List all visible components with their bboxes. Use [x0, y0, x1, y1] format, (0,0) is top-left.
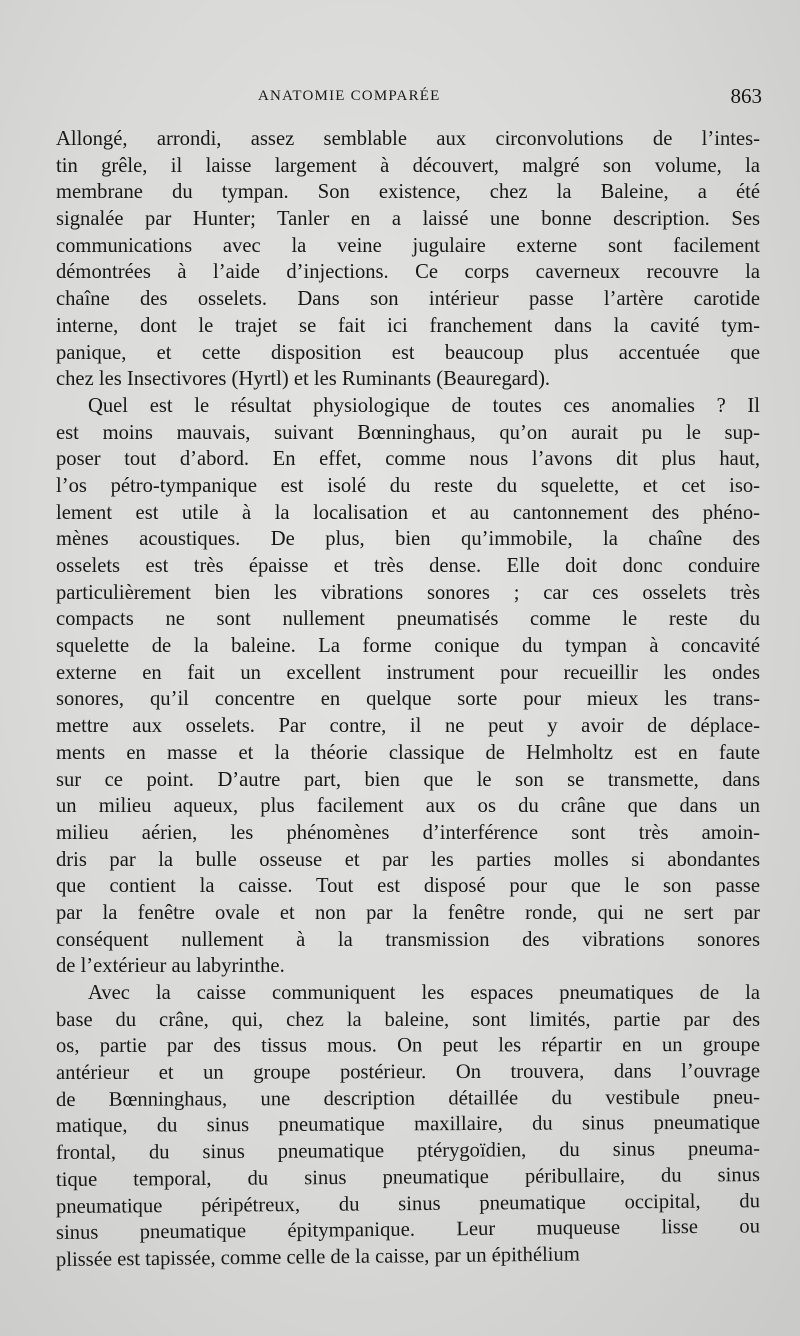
text-line: un milieu aqueux, plus facilement aux os du crâne que dans un: [56, 795, 760, 818]
text-line: osselets est très épaisse et très dense. Elle doit donc conduire: [56, 555, 760, 577]
text-line: démontrées à l’aide d’injections. Ce corps caverneux recouvre la: [56, 261, 760, 284]
text-line: signalée par Hunter; Tanler en a laissé une bonne description. Ses: [56, 208, 760, 231]
text-line: est moins mauvais, suivant Bœnninghaus, qu’on aurait pu le sup-: [56, 421, 760, 444]
text-line: sinus pneumatique épitympanique. Leur muqueuse lisse ou: [55, 1215, 761, 1245]
text-line: panique, et cette disposition est beaucoup plus accentuée que: [56, 341, 760, 364]
text-line: ments en masse et la théorie classique de Helmholtz est en faute: [56, 741, 760, 764]
text-line: squelette de la baleine. La forme conique du tympan à concavité: [56, 635, 760, 658]
text-line: frontal, du sinus pneumatique ptérygoïdien, du sinus pneuma-: [55, 1137, 761, 1165]
text-line: externe en fait un excellent instrument pour recueillir les ondes: [56, 661, 760, 684]
text-line: tique temporal, du sinus pneumatique péribullaire, du sinus: [55, 1163, 761, 1191]
text-line: matique, du sinus pneumatique maxillaire, du sinus pneumatique: [55, 1112, 761, 1138]
page-number: 863: [730, 84, 762, 108]
running-head: [0, 84, 800, 112]
paragraph: [56, 126, 760, 393]
text-line: communications avec la veine jugulaire externe sont facilement: [56, 234, 760, 257]
paragraph: [56, 393, 760, 980]
text-line: milieu aérien, les phénomènes d’interférence sont très amoin-: [56, 821, 760, 844]
text-line: que contient la caisse. Tout est disposé pour que le son passe: [56, 875, 760, 898]
text-line: pneumatique péripétreux, du sinus pneumatique occipital, du: [55, 1189, 761, 1218]
text-line: particulièrement bien les vibrations sonores ; car ces osselets très: [56, 581, 760, 604]
text-line: chaîne des osselets. Dans son intérieur passe l’artère carotide: [56, 288, 760, 311]
text-line: plissée est tapissée, comme celle de la caisse, par un épithélium: [55, 1243, 580, 1271]
text-line: sur ce point. D’autre part, bien que le son se transmette, dans: [56, 768, 760, 791]
text-line: membrane du tympan. Son existence, chez la Baleine, a été: [56, 181, 760, 204]
text-line: de Bœnninghaus, une description détaillée du vestibule pneu-: [55, 1086, 761, 1111]
paragraph: [56, 980, 760, 1274]
text-line: compacts ne sont nullement pneumatisés comme le reste du: [56, 608, 760, 631]
text-line: tin grêle, il laisse largement à découvert, malgré son volume, la: [56, 154, 760, 177]
text-line: sonores, qu’il concentre en quelque sorte pour mieux les trans-: [56, 688, 760, 711]
text-line: mènes acoustiques. De plus, bien qu’immobile, la chaîne des: [56, 528, 760, 551]
text-line: dris par la bulle osseuse et par les parties molles si abondantes: [56, 848, 760, 871]
text-line: Avec la caisse communiquent les espaces pneumatiques de la: [88, 982, 760, 1004]
text-line: base du crâne, qui, chez la baleine, sont limités, partie par des: [55, 1008, 761, 1031]
text-line: mettre aux osselets. Par contre, il ne peut y avoir de déplace-: [56, 715, 760, 738]
text-line: par la fenêtre ovale et non par la fenêtre ronde, qui ne sert par: [56, 901, 760, 924]
running-title: ANATOMIE COMPARÉE: [258, 88, 441, 104]
text-line: poser tout d’abord. En effet, comme nous l’avons dit plus haut,: [56, 448, 760, 471]
text-line: l’os pétro-tympanique est isolé du reste du squelette, et cet iso-: [56, 474, 760, 497]
text-line: lement est utile à la localisation et au cantonnement des phéno-: [56, 501, 760, 524]
text-line: os, partie par des tissus mous. On peut les répartir en un groupe: [55, 1034, 761, 1058]
text-line: de l’extérieur au labyrinthe.: [56, 955, 285, 978]
text-line: conséquent nullement à la transmission des vibrations sonores: [56, 928, 760, 951]
text-line: interne, dont le trajet se fait ici franchement dans la cavité tym-: [56, 314, 760, 337]
body-text: [56, 126, 760, 1274]
text-line: Quel est le résultat physiologique de toutes ces anomalies ? Il: [88, 394, 760, 417]
text-line: Allongé, arrondi, assez semblable aux circonvolutions de l’intes-: [56, 128, 760, 150]
text-line: chez les Insectivores (Hyrtl) et les Ruminants (Beauregard).: [56, 368, 551, 391]
text-line: antérieur et un groupe postérieur. On trouvera, dans l’ouvrage: [55, 1060, 761, 1085]
